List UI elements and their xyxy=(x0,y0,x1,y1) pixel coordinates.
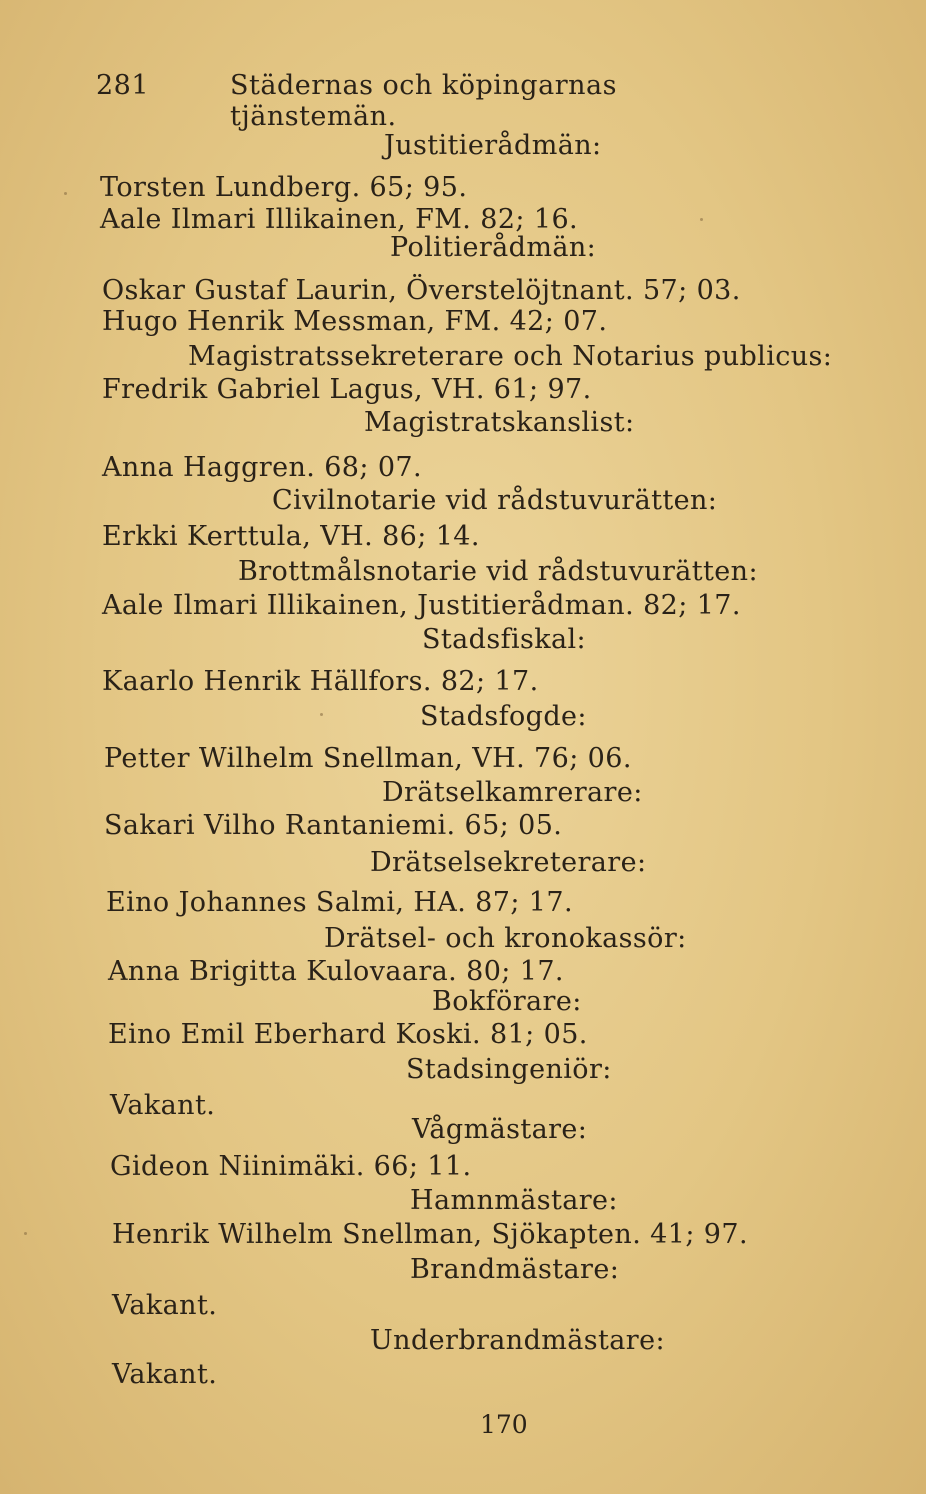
heading-dratselsekreterare: Drätselsekreterare: xyxy=(370,847,647,878)
entry-line: Oskar Gustaf Laurin, Överstelöjtnant. 57; 03. xyxy=(102,275,741,306)
heading-politieradman: Politierådmän: xyxy=(390,232,597,263)
heading-dratsel-kronokassor: Drätsel- och kronokassör: xyxy=(324,923,687,954)
entry-line: Torsten Lundberg. 65; 95. xyxy=(100,172,468,203)
heading-justitieradman: Justitierådmän: xyxy=(384,130,602,161)
paper-speck xyxy=(24,1232,27,1235)
entry-line: Erkki Kerttula, VH. 86; 14. xyxy=(102,521,480,552)
heading-civilnotarie: Civilnotarie vid rådstuvurätten: xyxy=(272,485,718,516)
entry-line: Aale Ilmari Illikainen, FM. 82; 16. xyxy=(100,204,579,235)
entry-line: Anna Haggren. 68; 07. xyxy=(102,452,422,483)
entry-line: Hugo Henrik Messman, FM. 42; 07. xyxy=(102,306,608,337)
heading-stadsfiskal: Stadsfiskal: xyxy=(422,624,587,655)
entry-line: Henrik Wilhelm Snellman, Sjökapten. 41; 97. xyxy=(112,1219,748,1250)
heading-stadsingenior: Stadsingeniör: xyxy=(406,1054,612,1085)
signature-mark: 170 xyxy=(480,1410,528,1439)
heading-magistratskanslist: Magistratskanslist: xyxy=(364,407,635,438)
paper-speck xyxy=(64,192,67,195)
running-title: Städernas och köpingarnas tjänstemän. xyxy=(230,70,617,132)
entry-line: Petter Wilhelm Snellman, VH. 76; 06. xyxy=(104,743,632,774)
heading-underbrandmastare: Underbrandmästare: xyxy=(370,1325,665,1356)
entry-line: Vakant. xyxy=(110,1090,216,1121)
entry-line: Aale Ilmari Illikainen, Justitierådman. 82; 17. xyxy=(102,590,741,621)
entry-line: Kaarlo Henrik Hällfors. 82; 17. xyxy=(102,666,539,697)
heading-magistratssekreterare: Magistratssekreterare och Notarius publicus: xyxy=(188,341,833,372)
page-header xyxy=(96,70,776,132)
heading-dratselkamrerare: Drätselkamrerare: xyxy=(382,777,643,808)
entry-line: Anna Brigitta Kulovaara. 80; 17. xyxy=(108,956,564,987)
heading-brandmastare: Brandmästare: xyxy=(410,1254,620,1285)
heading-bokforare: Bokförare: xyxy=(432,986,582,1017)
entry-line: Eino Johannes Salmi, HA. 87; 17. xyxy=(106,887,573,918)
entry-line: Eino Emil Eberhard Koski. 81; 05. xyxy=(108,1019,588,1050)
entry-line: Gideon Niinimäki. 66; 11. xyxy=(110,1151,472,1182)
heading-stadsfogde: Stadsfogde: xyxy=(420,701,587,732)
entry-line: Vakant. xyxy=(112,1359,218,1390)
entry-line: Fredrik Gabriel Lagus, VH. 61; 97. xyxy=(102,374,592,405)
heading-brottmalsnotarie: Brottmålsnotarie vid rådstuvurätten: xyxy=(238,556,758,587)
heading-hamnmastare: Hamnmästare: xyxy=(410,1185,618,1216)
paper-speck xyxy=(700,218,703,221)
entry-line: Vakant. xyxy=(112,1290,218,1321)
page-number: 281 xyxy=(96,70,150,101)
paper-speck xyxy=(320,713,323,716)
entry-line: Sakari Vilho Rantaniemi. 65; 05. xyxy=(104,810,563,841)
heading-vagmastare: Vågmästare: xyxy=(412,1114,588,1145)
